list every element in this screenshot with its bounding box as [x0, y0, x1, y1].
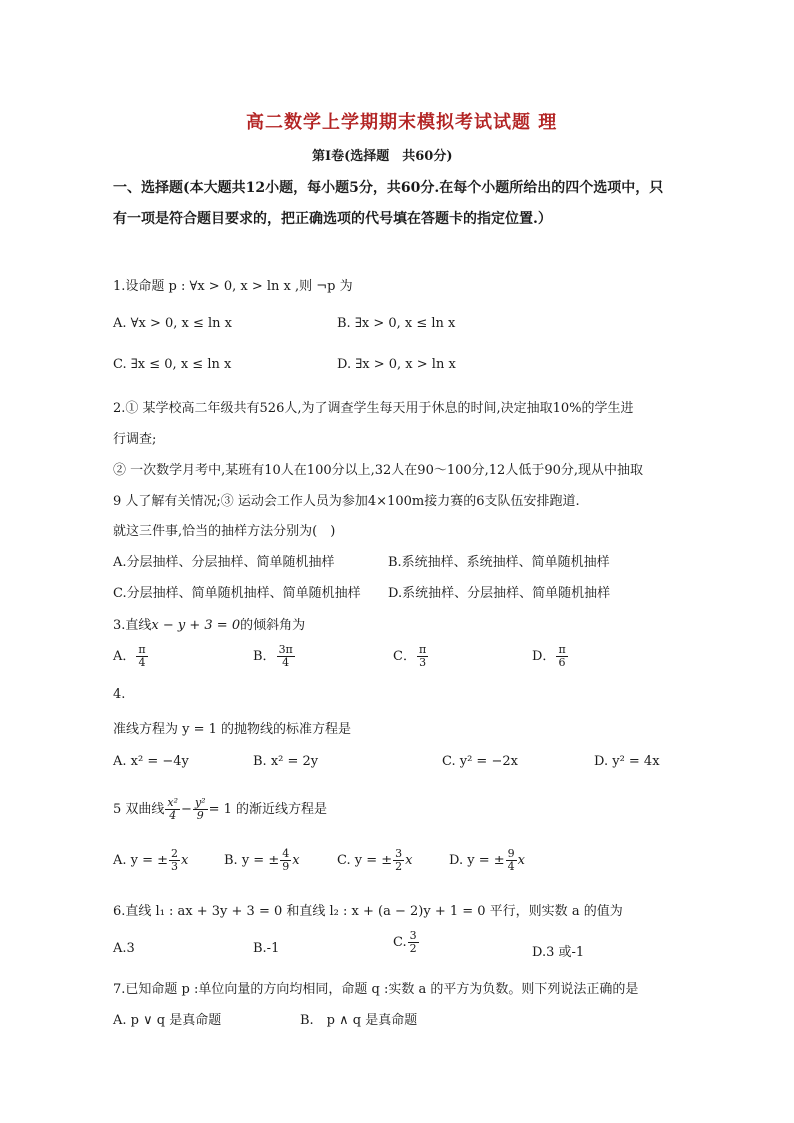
question-3-option-c: C． $\frac{\pi}{3}$ — [393, 643, 427, 669]
question-1-option-b: B. ∃x > 0, x ≤ ln x — [337, 316, 456, 331]
question-5-stem: 5 双曲线 $\frac{\text{x²}}{4}$ − $\frac{\text{y²}}{9}$ = 1 的渐近线方程是 — [113, 796, 327, 822]
fraction: $\frac{\text{x²}}{4}$ — [167, 796, 179, 822]
question-1-option-a: A. ∀x > 0, x ≤ ln x — [113, 316, 233, 331]
question-2-line-2: 行调查; — [113, 432, 157, 447]
fraction: $\frac{2}{3}$ — [171, 847, 179, 873]
question-2-option-b: B.系统抽样、系统抽样、简单随机抽样 — [388, 555, 610, 570]
question-6-stem: 6.直线 l₁ : ax + 3y + 3 = 0 和直线 l₂ : x + (a − 2)y + 1 = 0 平行，则实数 a 的值为 — [113, 904, 623, 919]
fraction: $\frac{9}{4}$ — [507, 847, 515, 873]
question-5-option-b: B. y = ± $\frac{4}{9}$ x — [224, 847, 300, 873]
section-instructions-line-1: 一、选择题(本大题共12小题，每小题5分，共60分.在每个小题所给出的四个选项中，只 — [113, 180, 664, 196]
question-6-option-c: C. $\frac{3}{2}$ — [393, 929, 417, 955]
question-2-line-1: 2.① 某学校高二年级共有526人,为了调查学生每天用于休息的时间,决定抽取10%的学生进 — [113, 401, 634, 416]
fraction: $\frac{4}{9}$ — [282, 847, 290, 873]
question-2-option-c: C.分层抽样、简单随机抽样、简单随机抽样 — [113, 586, 361, 601]
page-title: 高二数学上学期期末模拟考试试题 理 — [246, 112, 558, 133]
question-4-option-c: C. y² = −2x — [442, 754, 518, 769]
question-1-stem: 1.设命题 p : ∀x > 0, x > ln x ,则 ¬p 为 — [113, 279, 353, 294]
question-1-option-c: C. ∃x ≤ 0, x ≤ ln x — [113, 357, 232, 372]
question-1-option-d: D. ∃x > 0, x > ln x — [337, 357, 456, 372]
fraction: $\frac{\pi}{4}$ — [138, 643, 146, 669]
question-7-stem: 7.已知命题 p :单位向量的方向均相同，命题 q :实数 a 的平方为负数。则下列说法正确的是 — [113, 982, 639, 997]
question-4-stem: 准线方程为 y = 1 的抛物线的标准方程是 — [113, 722, 352, 737]
question-3-equation: x − y + 3 = 0 — [151, 618, 241, 633]
question-4-option-a: A. x² = −4y — [113, 754, 189, 769]
section-instructions-line-2: 有一项是符合题目要求的，把正确选项的代号填在答题卡的指定位置.） — [113, 211, 552, 227]
question-2-line-5: 就这三件事,恰当的抽样方法分别为( ) — [113, 524, 336, 539]
question-6-option-a: A.3 — [113, 941, 135, 956]
question-2-option-d: D.系统抽样、分层抽样、简单随机抽样 — [388, 586, 611, 601]
question-7-option-a: A. p ∨ q 是真命题 — [113, 1013, 222, 1028]
question-3-option-d: D． $\frac{\pi}{6}$ — [532, 643, 566, 669]
question-3-option-b: B． $\frac{3\pi}{4}$ — [253, 643, 293, 669]
fraction: $\frac{\text{y²}}{9}$ — [194, 796, 206, 822]
fraction: $\frac{3\pi}{4}$ — [278, 643, 293, 669]
question-2-line-4: 9 人了解有关情况;③ 运动会工作人员为参加4×100m接力赛的6支队伍安排跑道. — [113, 494, 580, 509]
question-5-option-c: C. y = ± $\frac{3}{2}$ x — [337, 847, 413, 873]
question-4-option-b: B. x² = 2y — [253, 754, 319, 769]
question-3-option-a: A． $\frac{\pi}{4}$ — [113, 643, 146, 669]
part-heading: 第I卷(选择题 共60分) — [312, 149, 453, 164]
question-4-number: 4. — [113, 687, 126, 702]
question-5-option-a: A. y = ± $\frac{2}{3}$ x — [113, 847, 189, 873]
question-7-option-b: B. p ∧ q 是真命题 — [300, 1013, 418, 1028]
question-6-option-d: D.3 或-1 — [532, 945, 585, 960]
fraction: $\frac{\pi}{6}$ — [558, 643, 566, 669]
fraction: $\frac{\pi}{3}$ — [418, 643, 427, 669]
question-3-stem: 3.直线x − y + 3 = 0的倾斜角为 — [113, 618, 306, 633]
fraction: $\frac{3}{2}$ — [395, 847, 403, 873]
question-2-option-a: A.分层抽样、分层抽样、简单随机抽样 — [113, 555, 335, 570]
question-4-option-d: D. y² = 4x — [594, 754, 660, 769]
question-5-option-d: D. y = ± $\frac{9}{4}$ x — [449, 847, 525, 873]
question-2-line-3: ② 一次数学月考中,某班有10人在100分以上,32人在90～100分,12人低于90分,现从中抽取 — [113, 463, 643, 478]
fraction: $\frac{3}{2}$ — [409, 929, 417, 955]
question-6-option-b: B.-1 — [253, 941, 280, 956]
